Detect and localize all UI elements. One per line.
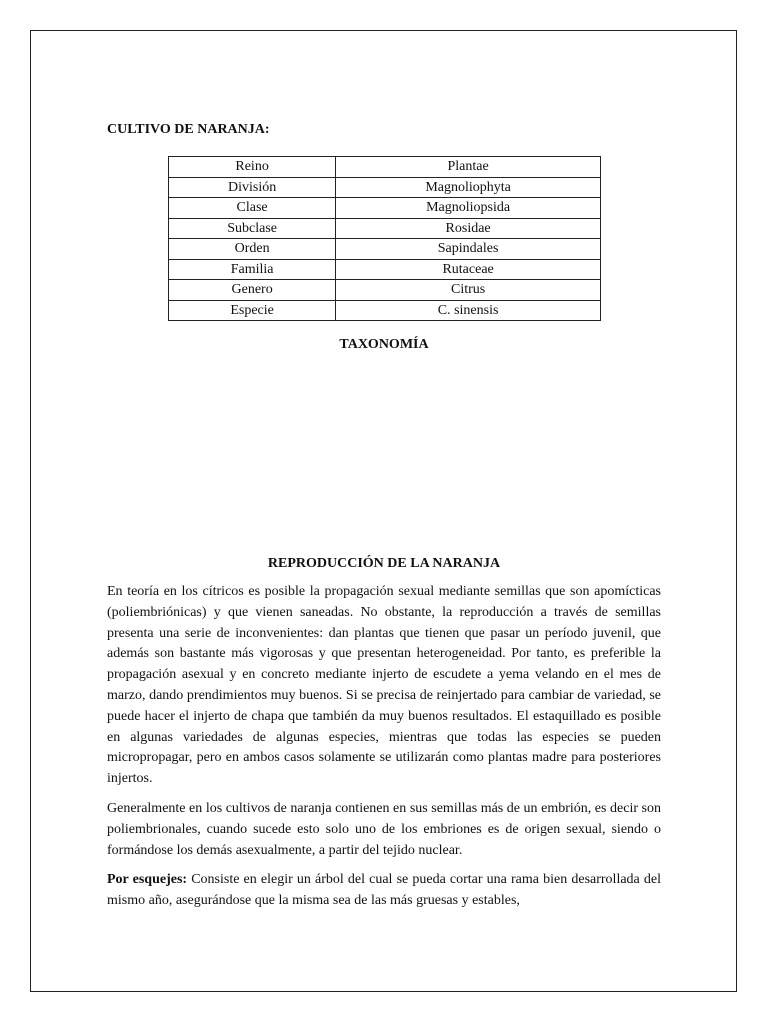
paragraph-text: Consiste en elegir un árbol del cual se pueda cortar una rama bien desarrollada del mismo año, asegurándose que la misma sea de las más gruesas y estables,: [107, 872, 661, 909]
value-cell: Plantae: [336, 157, 601, 178]
value-cell: Magnoliopsida: [336, 198, 601, 219]
table-row: [169, 177, 601, 198]
table-row: [169, 198, 601, 219]
value-cell: Rutaceae: [336, 259, 601, 280]
rank-cell: Clase: [169, 198, 336, 219]
value-cell: Sapindales: [336, 239, 601, 260]
rank-cell: Genero: [169, 280, 336, 301]
rank-cell: Reino: [169, 157, 336, 178]
document-heading: CULTIVO DE NARANJA:: [107, 122, 270, 137]
rank-cell: Orden: [169, 239, 336, 260]
table-row: [169, 218, 601, 239]
rank-cell: Especie: [169, 300, 336, 321]
table-caption: TAXONOMÍA: [339, 337, 429, 352]
document-content: [107, 120, 661, 909]
value-cell: Rosidae: [336, 218, 601, 239]
rank-cell: Subclase: [169, 218, 336, 239]
value-cell: C. sinensis: [336, 300, 601, 321]
value-cell: Magnoliophyta: [336, 177, 601, 198]
paragraph-last: [107, 870, 661, 912]
table-row: [169, 280, 601, 301]
paragraph: Generalmente en los cultivos de naranja contienen en sus semillas más de un embrión, es decir son poliembrionales, cuando sucede esto solo uno de los embriones es de origen sexual, siendo o formándose los demás asexualmente, a partir del tejido nuclear.: [107, 800, 661, 858]
rank-cell: División: [169, 177, 336, 198]
table-row: [169, 300, 601, 321]
paragraph: En teoría en los cítricos es posible la propagación sexual mediante semillas que son apomícticas (poliembriónicas) y que vienen saneadas. No obstante, la reproducción a través de semillas presenta una serie de inconvenientes: dan plantas que tienen que pasar un período juvenil, que además son bastante más vigorosas y que presentan heterogeneidad. Por tanto, es preferible la propagación asexual y en concreto mediante injerto de escudete a yema velando en el mes de marzo, dando prendimientos muy buenos. Si se precisa de reinjertado para cambiar de variedad, se puede hacer el injerto de chapa que también da muy buenos resultados. El estaquillado es posible en algunas variedades de algunas especies, mientras que todas las especies se pueden micropropagar, pero en ambos casos solamente se utilizarán como plantas madre para posteriores injertos.: [107, 584, 661, 787]
value-cell: Citrus: [336, 280, 601, 301]
table-row: [169, 157, 601, 178]
table-row: [169, 239, 601, 260]
body-text: [107, 582, 661, 921]
paragraph-lead: Por esquejes:: [107, 872, 188, 888]
rank-cell: Familia: [169, 259, 336, 280]
table-row: [169, 259, 601, 280]
section-title: REPRODUCCIÓN DE LA NARANJA: [267, 556, 501, 571]
taxonomy-table: [168, 156, 601, 321]
